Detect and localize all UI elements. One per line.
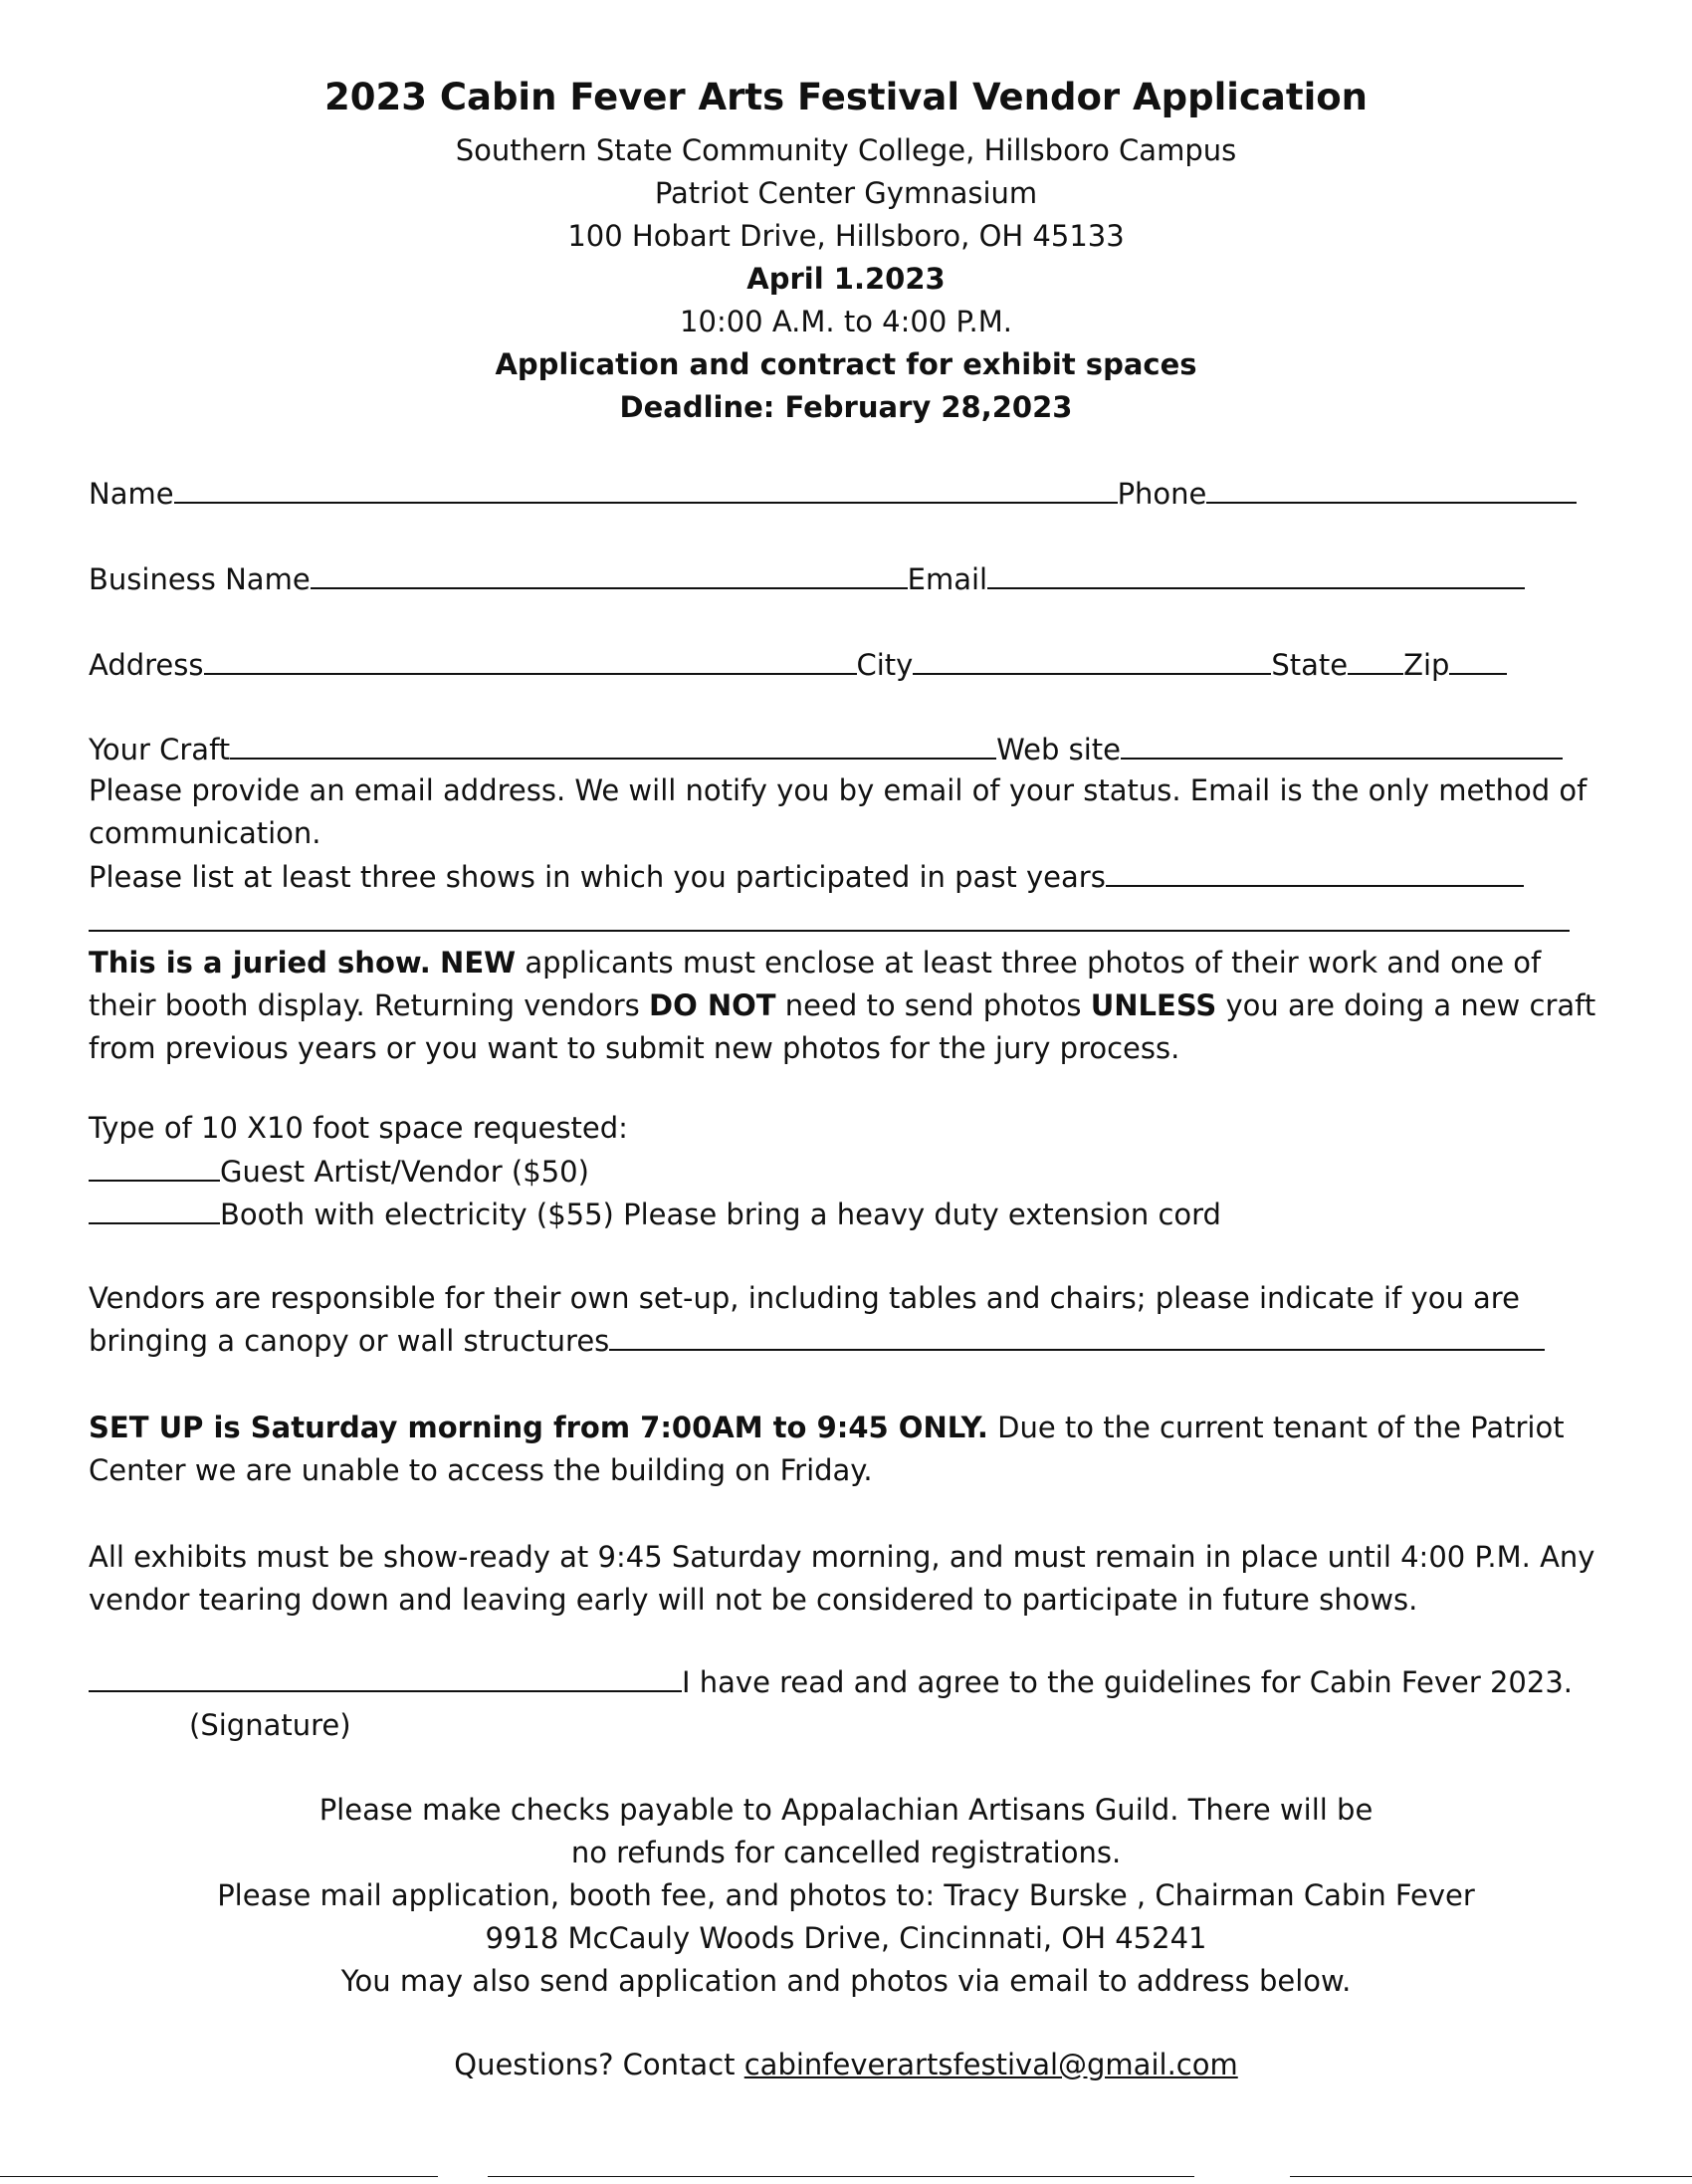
craft-field[interactable]: [230, 732, 996, 760]
jury-paragraph: [89, 942, 1601, 1070]
vendors-paragraph: [89, 1277, 1641, 1363]
header-venue: Patriot Center Gymnasium: [654, 176, 1038, 210]
jury-do-not: DO NOT: [649, 988, 776, 1022]
contact-email-link[interactable]: cabinfeverartsfestival@gmail.com: [743, 2048, 1238, 2081]
city-label: City: [856, 648, 914, 682]
zip-label: Zip: [1403, 648, 1450, 682]
guest-artist-checkbox[interactable]: [89, 1154, 220, 1182]
jury-text-1: applicants must enclose at least three photos of their work and one of their booth display. Returning vendors: [89, 946, 1542, 1022]
header-location: Southern State Community College, Hillsboro Campus: [455, 133, 1237, 167]
space-option-2: Booth with electricity ($55) Please bring a heavy duty extension cord: [220, 1198, 1221, 1231]
signature-label: (Signature): [189, 1708, 351, 1742]
header-date: April 1.2023: [746, 262, 946, 296]
name-phone-row: [89, 476, 1577, 511]
space-heading: Type of 10 X10 foot space requested:: [89, 1111, 628, 1145]
vendors-text: Vendors are responsible for their own set-up, including tables and chairs; please indicate if you are bringing a canopy or wall structures: [89, 1281, 1520, 1358]
shows-field-line-2[interactable]: [89, 930, 1570, 932]
name-field[interactable]: [174, 476, 1118, 504]
space-option-2-row: [89, 1197, 1221, 1231]
space-option-1: Guest Artist/Vendor ($50): [220, 1155, 589, 1189]
address-field[interactable]: [204, 647, 857, 675]
footer-line-1: Please make checks payable to Appalachian Artisans Guild. There will be: [318, 1793, 1374, 1827]
space-option-1-row: [89, 1154, 589, 1189]
craft-label: Your Craft: [89, 733, 231, 766]
form-title: 2023 Cabin Fever Arts Festival Vendor Application: [323, 76, 1369, 118]
header-subtitle: Application and contract for exhibit spaces: [495, 347, 1197, 381]
setup-bold: SET UP is Saturday morning from 7:00AM to 9:45 ONLY.: [89, 1411, 988, 1444]
jury-unless: UNLESS: [1090, 988, 1217, 1022]
name-label: Name: [89, 477, 174, 511]
shows-label: Please list at least three shows in which you participated in past years: [89, 860, 1106, 894]
bottom-edge-line-left: [0, 2176, 438, 2177]
canopy-field[interactable]: [609, 1323, 1545, 1351]
address-row: [89, 647, 1507, 682]
header-deadline: Deadline: February 28,2023: [619, 390, 1073, 424]
email-label: Email: [907, 562, 988, 596]
questions-line: [0, 2044, 1692, 2086]
booth-electricity-checkbox[interactable]: [89, 1197, 220, 1224]
business-email-row: [89, 561, 1525, 596]
address-label: Address: [89, 648, 204, 682]
business-name-label: Business Name: [89, 562, 311, 596]
jury-lead: This is a juried show.: [89, 946, 431, 980]
setup-rest: Due to the current tenant of the Patriot Center we are unable to access the building on Friday.: [89, 1411, 1565, 1487]
jury-new: NEW: [440, 946, 517, 980]
signature-agree: I have read and agree to the guidelines for Cabin Fever 2023.: [682, 1665, 1573, 1699]
zip-field[interactable]: [1449, 647, 1507, 675]
jury-text-3: you are doing a new craft from previous years or you want to submit new photos for the jury process.: [89, 988, 1596, 1065]
jury-text-2: need to send photos: [775, 988, 1091, 1022]
signature-field[interactable]: [89, 1664, 682, 1692]
website-field[interactable]: [1121, 732, 1563, 760]
footer-line-4: 9918 McCauly Woods Drive, Cincinnati, OH 45241: [485, 1921, 1207, 1955]
state-label: State: [1271, 648, 1349, 682]
email-field[interactable]: [987, 561, 1525, 589]
setup-paragraph: [89, 1407, 1641, 1492]
footer-line-2: no refunds for cancelled registrations.: [570, 1836, 1122, 1869]
footer-line-3: Please mail application, booth fee, and photos to: Tracy Burske , Chairman Cabin Fever: [217, 1878, 1475, 1912]
exhibits-paragraph: All exhibits must be show-ready at 9:45 Saturday morning, and must remain in place until 4:00 P.M. Any vendor tearing down and leaving early will not be considered to participate in future shows.: [89, 1540, 1595, 1617]
header-hours: 10:00 A.M. to 4:00 P.M.: [680, 305, 1012, 338]
phone-field[interactable]: [1206, 476, 1577, 504]
phone-label: Phone: [1117, 477, 1207, 511]
craft-website-row: [89, 732, 1563, 766]
signature-row: [89, 1664, 1573, 1699]
questions-text: Questions? Contact: [454, 2048, 744, 2081]
website-label: Web site: [996, 733, 1121, 766]
city-field[interactable]: [913, 647, 1271, 675]
footer-line-5: You may also send application and photos via email to address below.: [340, 1964, 1352, 1998]
state-field[interactable]: [1348, 647, 1403, 675]
bottom-edge-line-middle: [488, 2176, 1194, 2177]
business-name-field[interactable]: [311, 561, 908, 589]
shows-field[interactable]: [1106, 859, 1524, 887]
shows-row: [89, 859, 1524, 894]
bottom-edge-line-right: [1290, 2176, 1692, 2177]
header-address: 100 Hobart Drive, Hillsboro, OH 45133: [567, 219, 1125, 253]
email-notice: Please provide an email address. We will notify you by email of your status. Email is the only method of communication.: [89, 773, 1587, 850]
